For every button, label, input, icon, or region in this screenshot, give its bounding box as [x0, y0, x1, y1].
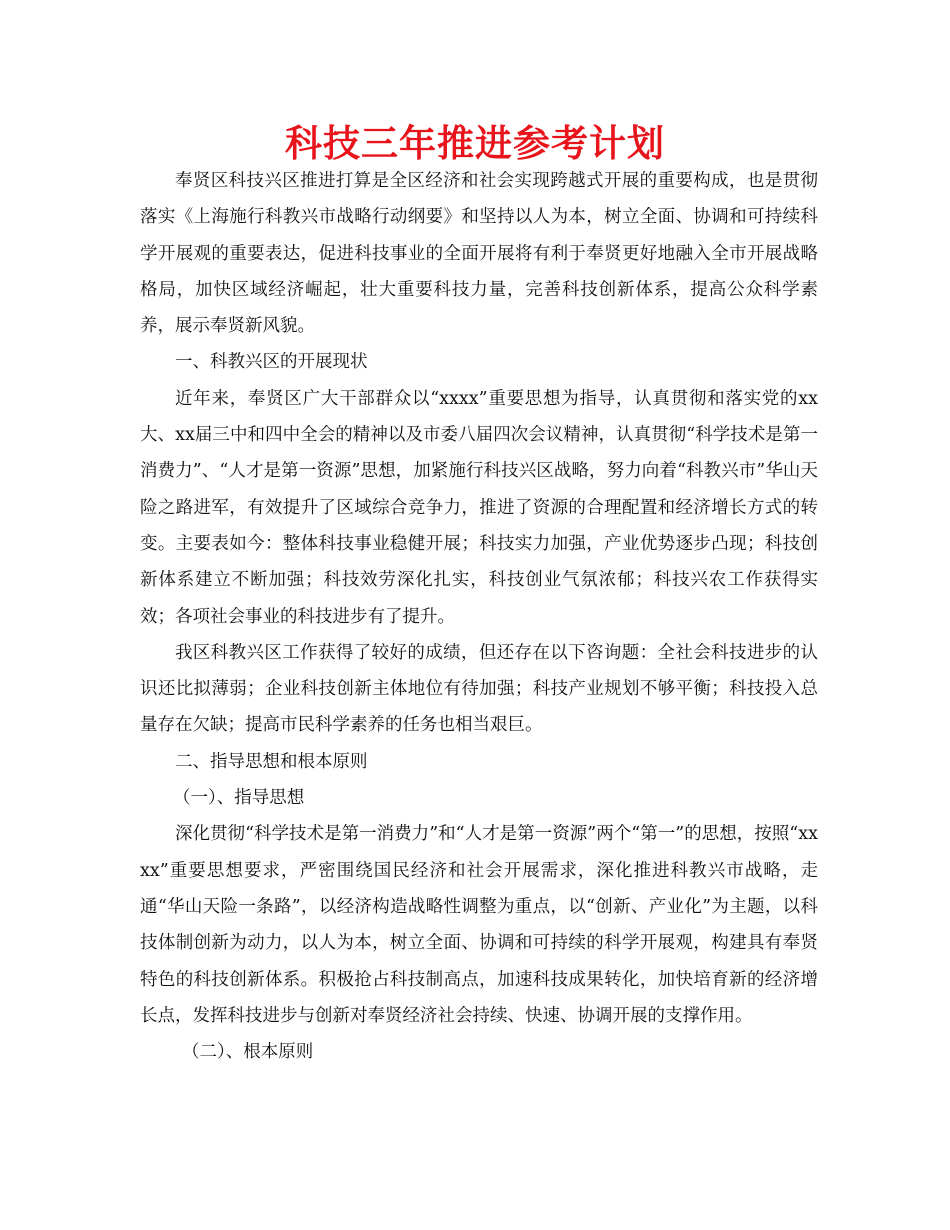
- document-body: [140, 163, 818, 1070]
- section-heading-1: 一、科教兴区的开展现状: [175, 352, 368, 373]
- subsection-heading-2: （二）、根本原则: [182, 1042, 314, 1063]
- paragraph-status: 近年来，奉贤区广大干部群众以“xxxx”重要思想为指导，认真贯彻和落实党的xx大、xx届三中和四中全会的精神以及市委八届四次会议精神，认真贯彻“科学技术是第一消费力”、“人才是第一资源”思想，加紧施行科技兴区战略，努力向着“科教兴市”华山天险之路进军，有效提升了区域综合竞争力，推进了资源的合理配置和经济增长方式的转变。主要表如今：整体科技事业稳健开展；科技实力加强，产业优势逐步凸现；科技创新体系建立不断加强；科技效劳深化扎实，科技创业气氛浓郁；科技兴农工作获得实效；各项社会事业的科技进步有了提升。: [140, 388, 818, 627]
- section-heading-2: 二、指导思想和根本原则: [175, 751, 368, 772]
- document-title: 科技三年推进参考计划: [285, 122, 665, 165]
- paragraph-problems: 我区科教兴区工作获得了较好的成绩，但还存在以下咨询题：全社会科技进步的认识还比拟薄弱；企业科技创新主体地位有待加强；科技产业规划不够平衡；科技投入总量存在欠缺；提高市民科学素养的任务也相当艰巨。: [140, 642, 818, 736]
- subsection-heading-1: （一）、指导思想: [173, 788, 305, 809]
- paragraph-intro: 奉贤区科技兴区推进打算是全区经济和社会实现跨越式开展的重要构成，也是贯彻落实《上海施行科教兴市战略行动纲要》和坚持以人为本，树立全面、协调和可持续科学开展观的重要表达，促进科技事业的全面开展将有利于奉贤更好地融入全市开展战略格局，加快区域经济崛起，壮大重要科技力量，完善科技创新体系，提高公众科学素养，展示奉贤新风貌。: [140, 171, 818, 337]
- paragraph-guiding-thought: 深化贯彻“科学技术是第一消费力”和“人才是第一资源”两个“第一”的思想，按照“xxxx”重要思想要求，严密围绕国民经济和社会开展需求，深化推进科教兴市战略，走通“华山天险一条路”，以经济构造战略性调整为重点，以“创新、产业化”为主题，以科技体制创新为动力，以人为本，树立全面、协调和可持续的科学开展观，构建具有奉贤特色的科技创新体系。积极抢占科技制高点，加速科技成果转化，加快培育新的经济增长点，发挥科技进步与创新对奉贤经济社会持续、快速、协调开展的支撑作用。: [140, 824, 818, 1026]
